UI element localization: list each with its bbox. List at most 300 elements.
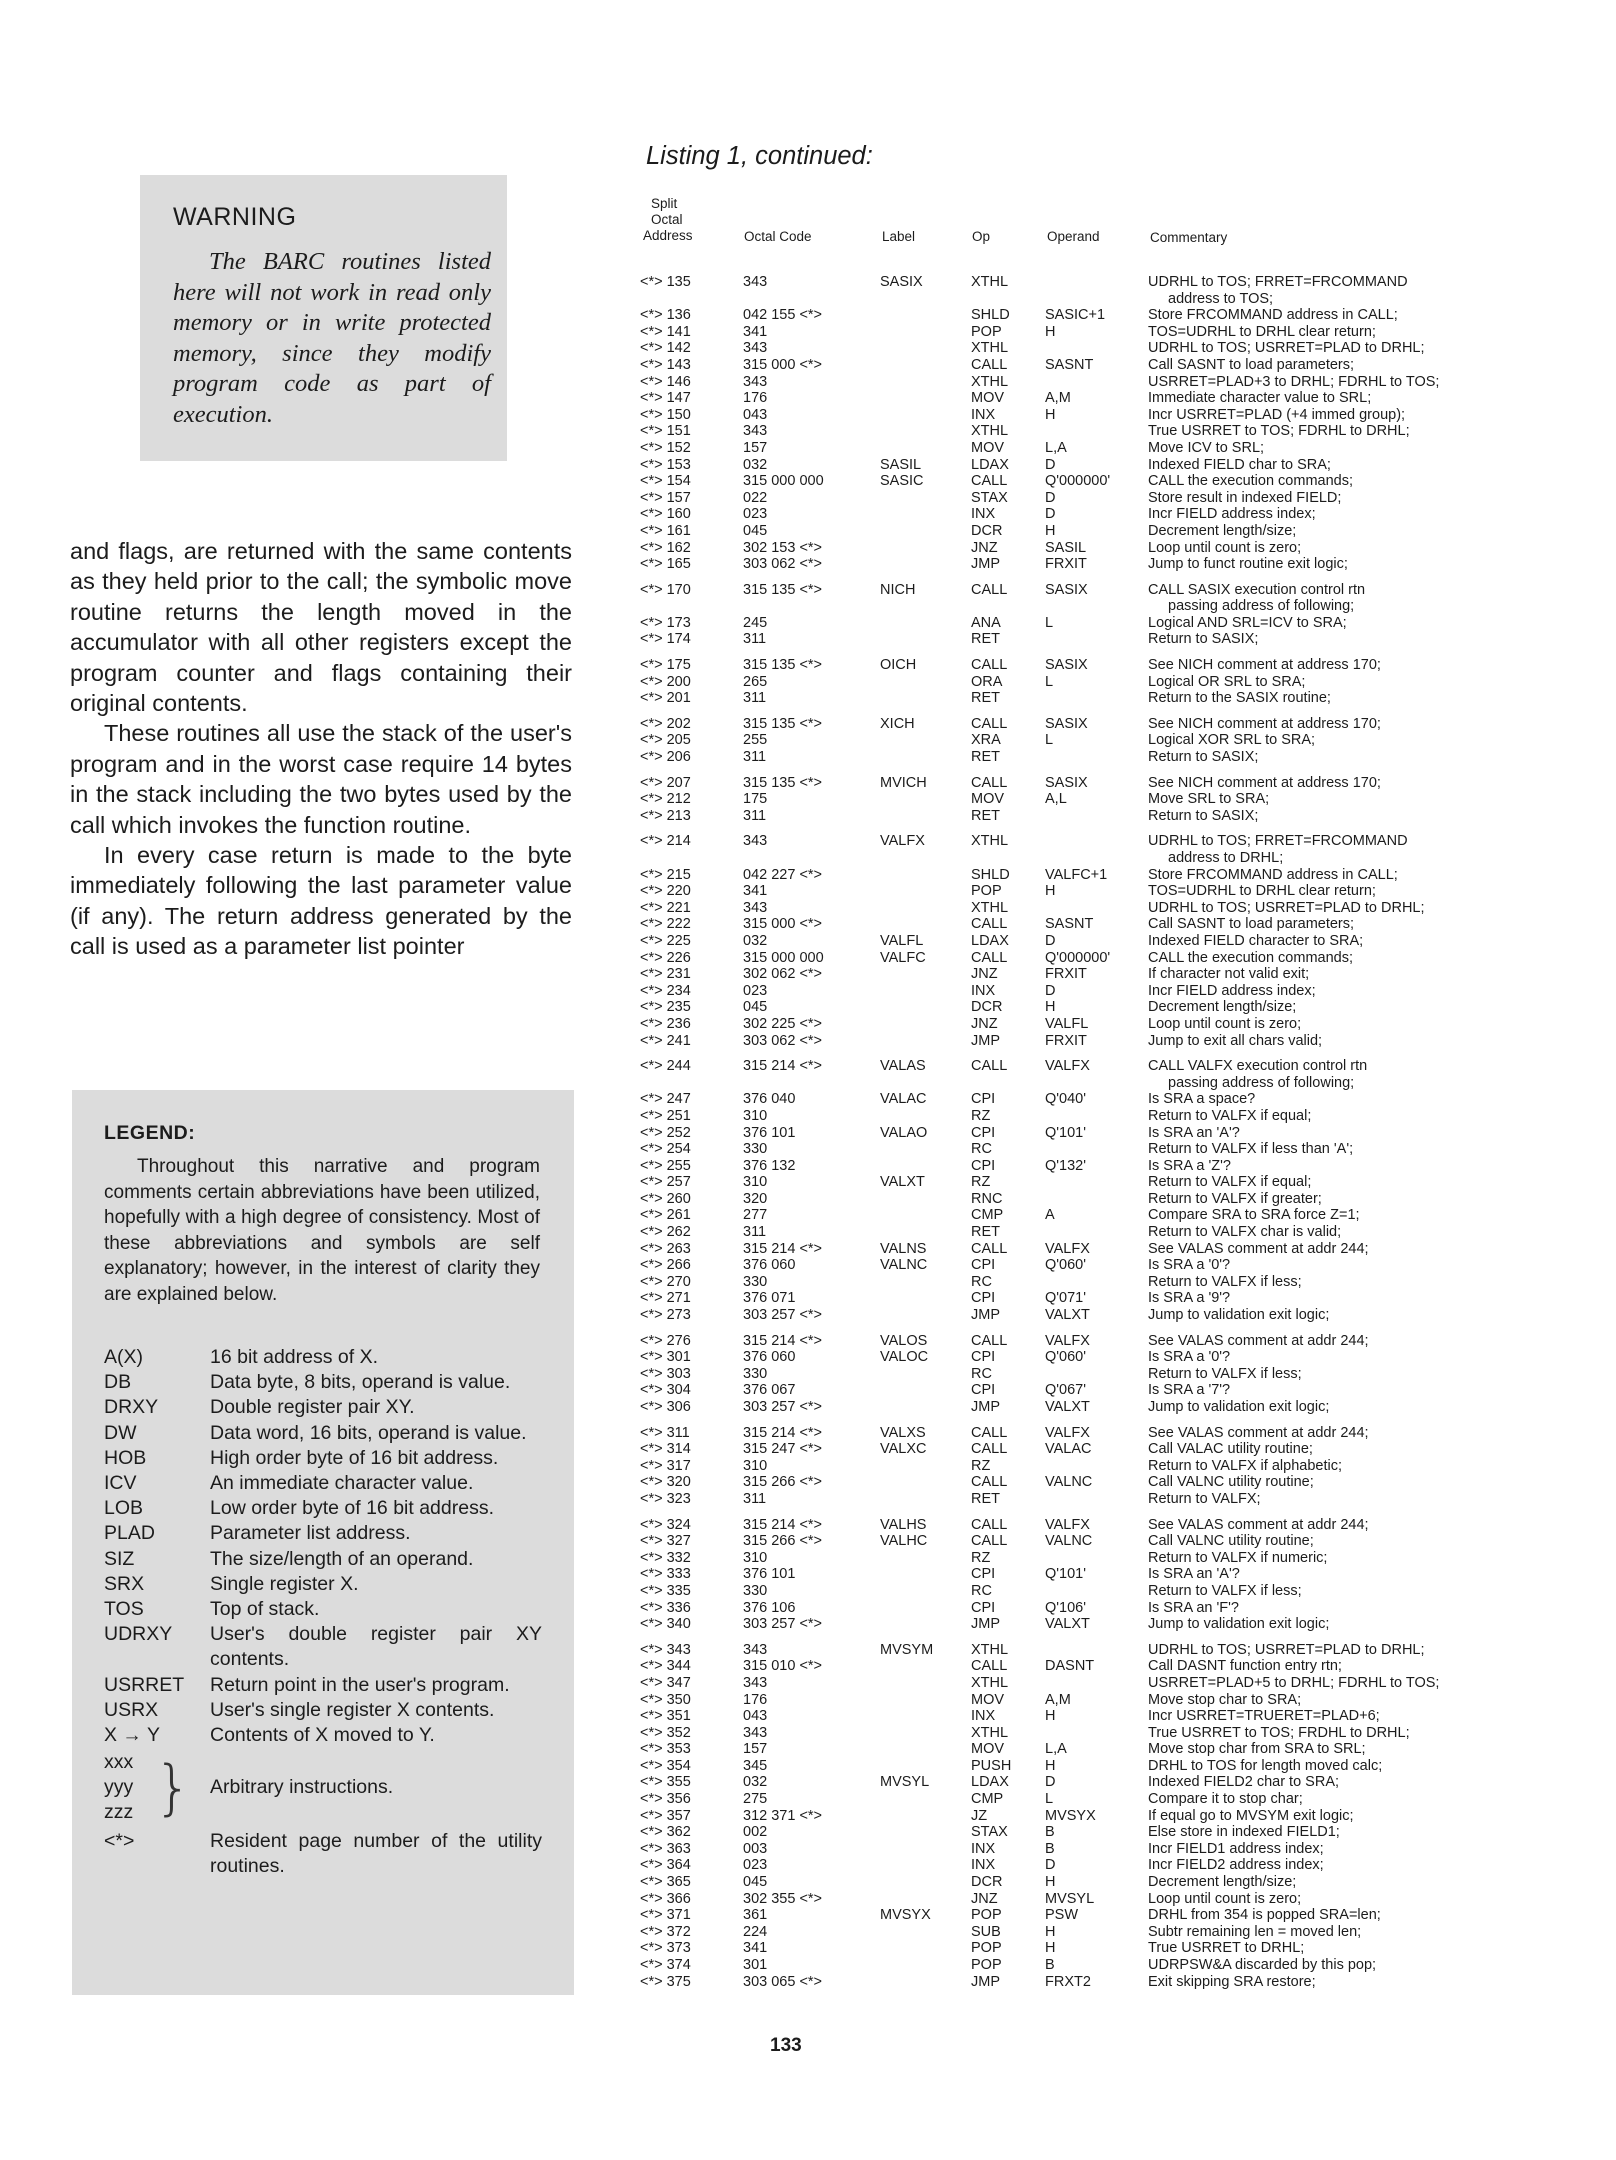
listing-octal-code: 315 000 000	[743, 949, 824, 966]
listing-address: <*> 373	[640, 1940, 691, 1957]
listing-commentary: Is SRA a '7'?	[1148, 1382, 1231, 1399]
body-text	[70, 536, 572, 962]
listing-label: SASIX	[880, 274, 923, 290]
listing-operand: H	[1045, 1708, 1056, 1725]
listing-address: <*> 365	[640, 1874, 691, 1891]
listing-octal-code: 311	[743, 749, 767, 766]
listing-operand: Q'132'	[1045, 1157, 1087, 1174]
listing-operand: VALFX	[1045, 1332, 1090, 1349]
listing-op: LDAX	[971, 456, 1009, 473]
listing-octal-code: 310	[743, 1549, 768, 1566]
listing-address: <*> 206	[640, 749, 691, 766]
listing-commentary: Return to VALFX if alphabetic;	[1148, 1457, 1342, 1474]
listing-commentary: UDRHL to TOS; FRRET=FRCOMMAND	[1148, 274, 1408, 290]
listing-operand: SASIX	[1045, 581, 1088, 598]
listing-address: <*> 266	[640, 1257, 691, 1274]
legend-term: HOB	[104, 1446, 147, 1469]
listing-op: MOV	[971, 439, 1005, 456]
listing-octal-code: 315 010 <*>	[743, 1658, 823, 1675]
listing-octal-code: 341	[743, 323, 768, 340]
listing-row	[640, 291, 1600, 308]
listing-octal-code: 345	[743, 1757, 768, 1774]
listing-octal-code: 023	[743, 982, 768, 999]
listing-row	[640, 1058, 1600, 1075]
listing-row	[640, 867, 1600, 884]
listing-octal-code: 045	[743, 522, 768, 539]
legend-definition: Data byte, 8 bits, operand is value.	[210, 1371, 511, 1394]
listing-commentary: Incr USRRET=TRUERET=PLAD+6;	[1148, 1708, 1380, 1725]
listing-label: VALAO	[880, 1124, 928, 1141]
listing-octal-code: 343	[743, 833, 768, 850]
listing-address: <*> 362	[640, 1824, 691, 1841]
listing-operand: VALFL	[1045, 1015, 1089, 1032]
listing-label: MVSYX	[880, 1907, 931, 1924]
listing-row	[640, 808, 1600, 825]
listing-octal-code: 341	[743, 1940, 768, 1957]
listing-row	[640, 1441, 1600, 1458]
listing-op: XTHL	[971, 1641, 1009, 1658]
listing-row	[640, 440, 1600, 457]
listing-address: <*> 351	[640, 1708, 691, 1725]
listing-address: <*> 136	[640, 307, 691, 324]
listing-address: <*> 174	[640, 631, 691, 648]
listing-row	[640, 674, 1600, 691]
listing-operand: PSW	[1045, 1907, 1079, 1924]
listing-octal-code: 343	[743, 274, 768, 290]
listing-row	[640, 1517, 1600, 1534]
listing-row	[640, 1791, 1600, 1808]
listing-op: RET	[971, 807, 1000, 824]
listing-address: <*> 271	[640, 1290, 691, 1307]
listing-octal-code: 361	[743, 1907, 768, 1924]
listing-address: <*> 363	[640, 1840, 691, 1857]
listing-op: RET	[971, 690, 1000, 707]
listing-op: LDAX	[971, 1774, 1009, 1791]
listing-commentary: True USRRET to DRHL;	[1148, 1940, 1305, 1957]
legend-entry	[104, 1698, 544, 1723]
listing-octal-code: 376 040	[743, 1091, 796, 1108]
listing-row	[640, 1382, 1600, 1399]
listing-commentary: Return to VALFX if equal;	[1148, 1107, 1312, 1124]
listing-label: OICH	[880, 657, 917, 674]
listing-octal-code: 302 355 <*>	[743, 1890, 823, 1907]
listing-op: RET	[971, 749, 1000, 766]
listing-octal-code: 315 214 <*>	[743, 1516, 823, 1533]
listing-commentary: UDRHL to TOS; USRRET=PLAD to DRHL;	[1148, 1641, 1425, 1658]
listing-op: RET	[971, 1224, 1000, 1241]
listing-label: XICH	[880, 715, 915, 732]
listing-commentary: Compare it to stop char;	[1148, 1791, 1303, 1808]
listing-octal-code: 341	[743, 883, 768, 900]
listing-address: <*> 332	[640, 1549, 691, 1566]
listing-commentary: USRRET=PLAD+5 to DRHL; FDRHL to TOS;	[1148, 1674, 1440, 1691]
listing-operand: FRXT2	[1045, 1973, 1091, 1990]
legend-definition: An immediate character value.	[210, 1472, 474, 1495]
listing-op: POP	[971, 1907, 1002, 1924]
listing-address: <*> 236	[640, 1015, 691, 1032]
listing-commentary: See VALAS comment at addr 244;	[1148, 1332, 1369, 1349]
listing-operand: VALFX	[1045, 1058, 1090, 1075]
listing-op: CALL	[971, 1058, 1008, 1075]
listing-label: VALXT	[880, 1174, 925, 1191]
legend-entry	[104, 1421, 544, 1446]
listing-row	[640, 1016, 1600, 1033]
listing-octal-code: 330	[743, 1273, 768, 1290]
listing-row	[640, 357, 1600, 374]
listing-row	[640, 1857, 1600, 1874]
listing-row	[640, 1924, 1600, 1941]
listing-commentary: Jump to validation exit logic;	[1148, 1307, 1330, 1324]
listing-commentary: Decrement length/size;	[1148, 1874, 1297, 1891]
listing-label: VALFL	[880, 932, 924, 949]
listing-octal-code: 045	[743, 1874, 768, 1891]
listing-op: JNZ	[971, 1015, 998, 1032]
listing-op: INX	[971, 1840, 996, 1857]
listing-address: <*> 335	[640, 1582, 691, 1599]
listing-address: <*> 202	[640, 715, 691, 732]
listing-octal-code: 310	[743, 1107, 768, 1124]
listing-op: CALL	[971, 473, 1008, 490]
listing-commentary: CALL the execution commands;	[1148, 949, 1353, 966]
listing-commentary: Jump to validation exit logic;	[1148, 1616, 1330, 1633]
listing-address: <*> 372	[640, 1923, 691, 1940]
listing-op: LDAX	[971, 932, 1009, 949]
listing-octal-code: 315 000 000	[743, 473, 824, 490]
listing-op: CMP	[971, 1791, 1004, 1808]
listing-operand: H	[1045, 406, 1056, 423]
listing-operand: H	[1045, 323, 1056, 340]
listing-commentary: Jump to validation exit logic;	[1148, 1399, 1330, 1415]
listing-row	[640, 1191, 1600, 1208]
listing-commentary: Call DASNT function entry rtn;	[1148, 1658, 1342, 1675]
listing-commentary: Call SASNT to load parameters;	[1148, 916, 1355, 933]
listing-op: PUSH	[971, 1757, 1012, 1774]
listing-commentary: Is SRA a '9'?	[1148, 1290, 1231, 1307]
brace-symbol: }	[154, 1752, 193, 1823]
header-op: Op	[972, 229, 991, 244]
listing-octal-code: 032	[743, 456, 768, 473]
listing-row	[640, 1550, 1600, 1567]
listing-op: CALL	[971, 581, 1008, 598]
legend-box	[72, 1090, 574, 1995]
legend-arbitrary-entry	[104, 1750, 544, 1825]
listing-address: <*> 160	[640, 506, 691, 523]
listing-op: XTHL	[971, 833, 1009, 850]
listing-row	[640, 582, 1600, 599]
listing-operand: L,A	[1045, 1741, 1067, 1758]
listing-address: <*> 234	[640, 982, 691, 999]
listing-row	[640, 775, 1600, 792]
listing-operand: D	[1045, 456, 1056, 473]
listing-commentary: Logical XOR SRL to SRA;	[1148, 732, 1316, 749]
listing-octal-code: 042 227 <*>	[743, 866, 823, 883]
listing-operand: SASNT	[1045, 356, 1094, 373]
listing-address: <*> 276	[640, 1332, 691, 1349]
listing-address: <*> 151	[640, 423, 691, 440]
listing-octal-code: 376 106	[743, 1599, 796, 1616]
listing-octal-code: 303 257 <*>	[743, 1616, 823, 1633]
listing-address: <*> 371	[640, 1907, 691, 1924]
listing-address: <*> 135	[640, 274, 691, 290]
listing-op: XTHL	[971, 899, 1009, 916]
listing-address: <*> 354	[640, 1757, 691, 1774]
listing-row	[640, 950, 1600, 967]
legend-definition: Contents of X moved to Y.	[210, 1724, 435, 1747]
listing-octal-code: 303 062 <*>	[743, 1032, 823, 1049]
listing-row	[640, 933, 1600, 950]
listing-octal-code: 224	[743, 1923, 768, 1940]
listing-op: JNZ	[971, 539, 998, 556]
listing-address: <*> 212	[640, 791, 691, 808]
listing-octal-code: 315 266 <*>	[743, 1533, 823, 1550]
listing-octal-code: 245	[743, 614, 768, 631]
listing-address: <*> 344	[640, 1658, 691, 1675]
listing-op: CALL	[971, 715, 1008, 732]
listing-label: MVSYL	[880, 1774, 930, 1791]
listing-octal-code: 330	[743, 1365, 768, 1382]
listing-commentary: See NICH comment at address 170;	[1148, 657, 1381, 674]
listing-op: RET	[971, 631, 1000, 648]
listing-row	[640, 983, 1600, 1000]
listing-row	[640, 916, 1600, 933]
listing-commentary: Store result in indexed FIELD;	[1148, 489, 1342, 506]
listing-label: VALOC	[880, 1349, 929, 1366]
listing-row	[640, 340, 1600, 357]
listing-octal-code: 311	[743, 631, 767, 648]
listing-address: <*> 142	[640, 340, 691, 357]
legend-term: USRRET	[104, 1673, 185, 1696]
listing-octal-code: 023	[743, 506, 768, 523]
listing-op: CALL	[971, 1441, 1008, 1458]
legend-entry	[104, 1597, 544, 1622]
warning-text: The BARC routines listed here will not work in read only memory or in write protected memory, since they modify program code as part of execution.	[173, 248, 491, 428]
legend-definition: The size/length of an operand.	[210, 1547, 474, 1570]
listing-address: <*> 175	[640, 657, 691, 674]
listing-row	[640, 1241, 1600, 1258]
listing-operand: Q'060'	[1045, 1257, 1087, 1274]
listing-operand: H	[1045, 1874, 1056, 1891]
listing-row	[640, 1333, 1600, 1350]
legend-entry	[104, 1829, 544, 1879]
listing-commentary: Move stop char to SRA;	[1148, 1691, 1302, 1708]
listing-address: <*> 350	[640, 1691, 691, 1708]
listing-operand: H	[1045, 522, 1056, 539]
listing-row	[640, 1366, 1600, 1383]
listing-row	[640, 1658, 1600, 1675]
legend-var: zzz	[104, 1801, 134, 1824]
listing-op: CALL	[971, 657, 1008, 674]
listing-operand: D	[1045, 506, 1056, 523]
listing-commentary: Return to VALFX if less;	[1148, 1365, 1302, 1382]
listing-title: Listing 1, continued:	[646, 142, 873, 170]
listing-commentary: If character not valid exit;	[1148, 966, 1310, 983]
listing-op: RC	[971, 1582, 992, 1599]
header-split: Split	[651, 196, 678, 211]
listing-row	[640, 1399, 1600, 1416]
listing-op: MOV	[971, 1691, 1005, 1708]
listing-commentary: Jump to funct routine exit logic;	[1148, 556, 1348, 573]
listing-row	[640, 274, 1600, 291]
listing-commentary: TOS=UDRHL to DRHL clear return;	[1148, 323, 1376, 340]
listing-row	[640, 850, 1600, 867]
listing-op: CPI	[971, 1257, 996, 1274]
listing-address: <*> 364	[640, 1857, 691, 1874]
listing-operand: SASIX	[1045, 715, 1088, 732]
listing-operand: VALFX	[1045, 1516, 1090, 1533]
legend-term: PLAD	[104, 1522, 155, 1545]
header-octal: Octal	[651, 212, 683, 227]
listing-octal-code: 376 067	[743, 1382, 796, 1399]
listing-address: <*> 355	[640, 1774, 691, 1791]
listing-operand: A,M	[1045, 1691, 1071, 1708]
listing-address: <*> 303	[640, 1365, 691, 1382]
listing-address: <*> 221	[640, 899, 691, 916]
listing-operand: Q'101'	[1045, 1124, 1087, 1141]
listing-op: CALL	[971, 1240, 1008, 1257]
listing-commentary: Incr FIELD2 address index;	[1148, 1857, 1324, 1874]
listing-op: XTHL	[971, 274, 1009, 290]
listing-address: <*> 255	[640, 1157, 691, 1174]
listing-row	[640, 1290, 1600, 1307]
listing-op: MOV	[971, 1741, 1005, 1758]
listing-octal-code: 303 257 <*>	[743, 1399, 823, 1415]
listing-address: <*> 353	[640, 1741, 691, 1758]
listing-address: <*> 161	[640, 522, 691, 539]
listing-octal-code: 315 214 <*>	[743, 1058, 823, 1075]
listing-octal-code: 023	[743, 1857, 768, 1874]
listing-row	[640, 1075, 1600, 1092]
listing-row	[640, 390, 1600, 407]
listing-commentary: TOS=UDRHL to DRHL clear return;	[1148, 883, 1376, 900]
listing-commentary: Call VALAC utility routine;	[1148, 1441, 1313, 1458]
legend-definition: Top of stack.	[210, 1598, 320, 1621]
listing-operand: FRXIT	[1045, 556, 1087, 573]
listing-commentary: True USRRET to TOS; FRDHL to DRHL;	[1148, 1724, 1410, 1741]
listing-row	[640, 1425, 1600, 1442]
listing-commentary: See VALAS comment at addr 244;	[1148, 1424, 1369, 1441]
listing-commentary: Subtr remaining len = moved len;	[1148, 1923, 1362, 1940]
listing-op: CALL	[971, 1516, 1008, 1533]
listing-row	[640, 523, 1600, 540]
listing-address: <*> 311	[640, 1424, 690, 1441]
listing-operand: FRXIT	[1045, 966, 1087, 983]
legend-definition: Parameter list address.	[210, 1522, 411, 1545]
listing-operand: SASIX	[1045, 657, 1088, 674]
listing-commentary: Return to SASIX;	[1148, 631, 1259, 648]
listing-operand: SASNT	[1045, 916, 1094, 933]
listing-commentary: Loop until count is zero;	[1148, 1015, 1302, 1032]
listing-row	[640, 1158, 1600, 1175]
listing-label: VALHC	[880, 1533, 928, 1550]
listing-op: RZ	[971, 1174, 991, 1191]
listing-operand: D	[1045, 932, 1056, 949]
listing-label: VALAS	[880, 1058, 926, 1075]
listing-octal-code: 303 257 <*>	[743, 1307, 823, 1324]
listing-label: VALAC	[880, 1091, 927, 1108]
listing-op: JMP	[971, 1307, 1000, 1324]
listing-octal-code: 032	[743, 1774, 768, 1791]
listing-octal-code: 315 214 <*>	[743, 1240, 823, 1257]
legend-definition: Data word, 16 bits, operand is value.	[210, 1421, 527, 1444]
header-octal-code: Octal Code	[744, 229, 812, 244]
listing-address: <*> 304	[640, 1382, 691, 1399]
listing-label: MVICH	[880, 774, 927, 791]
listing-op: ANA	[971, 614, 1001, 631]
listing-op: XTHL	[971, 1674, 1009, 1691]
legend-definition: User's single register X contents.	[210, 1698, 495, 1721]
legend-term: DRXY	[104, 1396, 159, 1419]
listing-row	[640, 1307, 1600, 1324]
listing-commentary: Compare SRA to SRA force Z=1;	[1148, 1207, 1360, 1224]
listing-row	[640, 1891, 1600, 1908]
listing-address: <*> 244	[640, 1058, 691, 1075]
listing-address: <*> 327	[640, 1533, 691, 1550]
listing-octal-code: 315 135 <*>	[743, 581, 823, 598]
listing-operand: Q'040'	[1045, 1091, 1087, 1108]
listing-commentary: Decrement length/size;	[1148, 999, 1297, 1016]
listing-row	[640, 307, 1600, 324]
listing-op: DCR	[971, 1874, 1003, 1891]
listing-address: <*> 333	[640, 1566, 691, 1583]
listing-row	[640, 1091, 1600, 1108]
listing-op: SUB	[971, 1923, 1001, 1940]
listing-op: STAX	[971, 489, 1008, 506]
listing-label: VALNC	[880, 1257, 928, 1274]
listing-address: <*> 270	[640, 1273, 691, 1290]
listing-operand: MVSYX	[1045, 1807, 1096, 1824]
legend-term: DW	[104, 1421, 137, 1444]
listing-row	[640, 1474, 1600, 1491]
listing-address: <*> 320	[640, 1474, 691, 1491]
listing-address: <*> 301	[640, 1349, 691, 1366]
listing-operand: B	[1045, 1824, 1055, 1841]
listing-op: CPI	[971, 1566, 996, 1583]
listing-op: CPI	[971, 1091, 996, 1108]
legend-term: X → Y	[104, 1724, 160, 1747]
listing-row	[640, 1774, 1600, 1791]
listing-octal-code: 311	[743, 807, 767, 824]
listing-octal-code: 315 135 <*>	[743, 774, 823, 791]
listing-commentary: Store FRCOMMAND address in CALL;	[1148, 866, 1398, 883]
listing-address: <*> 343	[640, 1641, 691, 1658]
listing-op: JMP	[971, 1973, 1000, 1990]
listing-op: JZ	[971, 1807, 988, 1824]
listing-address: <*> 170	[640, 581, 691, 598]
listing-octal-code: 315 247 <*>	[743, 1441, 823, 1458]
listing-row	[640, 1224, 1600, 1241]
listing-octal-code: 275	[743, 1791, 768, 1808]
listing-op: XTHL	[971, 340, 1009, 357]
listing-row	[640, 374, 1600, 391]
listing-operand: Q'060'	[1045, 1349, 1087, 1366]
listing-address: <*> 162	[640, 539, 691, 556]
listing-operand: Q'101'	[1045, 1566, 1087, 1583]
listing-commentary: Else store in indexed FIELD1;	[1148, 1824, 1340, 1841]
listing-commentary: If equal go to MVSYM exit logic;	[1148, 1807, 1354, 1824]
listing-octal-code: 301	[743, 1957, 768, 1973]
listing-octal-code: 315 135 <*>	[743, 715, 823, 732]
legend-term: LOB	[104, 1497, 144, 1520]
listing-octal-code: 043	[743, 406, 768, 423]
listing-octal-code: 175	[743, 791, 768, 808]
listing-op: CALL	[971, 1332, 1008, 1349]
listing-commentary: Move ICV to SRL;	[1148, 439, 1265, 456]
listing-commentary: Incr FIELD address index;	[1148, 982, 1316, 999]
listing-op: RET	[971, 1490, 1000, 1507]
listing-op: CPI	[971, 1599, 996, 1616]
listing-address: <*> 200	[640, 673, 691, 690]
listing-octal-code: 315 000 <*>	[743, 916, 823, 933]
